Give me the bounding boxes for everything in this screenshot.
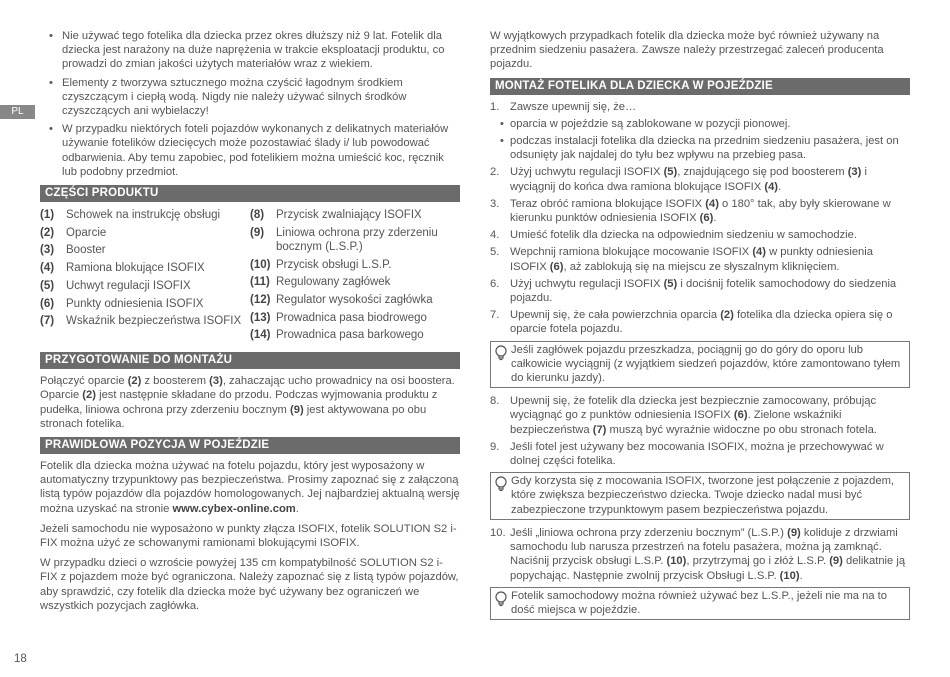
part-number: (7) xyxy=(40,315,55,328)
mounting-steps xyxy=(490,526,910,583)
preparation-text: Połączyć oparcie (2) z boosterem (3), zahaczając ucho prowadnicy na osi boostera. Oparcie (2) jest następnie składane do przodu. Podczas wyjmowania produktu z pudełka, liniowa ochrona przy zderzeniu bocznym (9) jest aktywowana po obu stronach fotelika. xyxy=(40,375,455,430)
position-paragraph-1: Fotelik dla dziecka można używać na fotelu pojazdu, który jest wyposażony w automatyczny trzypunktowy pas bezpieczeństwa. Prosimy zapoznać się z załączoną listą typów pojazdów dla pojazdów homologowanych. Jej najbardziej aktualną wersję można uzyskać na stronie www.cybex-online.com. xyxy=(40,459,460,515)
language-tab: PL xyxy=(0,105,35,119)
lightbulb-icon xyxy=(494,591,508,607)
position-heading: PRAWIDŁOWA POZYCJA W POJEŹDZIE xyxy=(40,437,460,454)
part-item xyxy=(250,258,460,272)
tip-box xyxy=(490,587,910,620)
lightbulb-icon xyxy=(494,476,508,492)
step-item: 3. Teraz obróć ramiona blokujące ISOFIX (4) o 180° tak, aby były skierowane w kierunku punktów odniesienia ISOFIX (6). xyxy=(490,197,891,225)
part-label: Regulator wysokości zagłówka xyxy=(276,294,433,307)
part-label: Oparcie xyxy=(66,226,107,239)
bullet-item: • W przypadku niektórych foteli pojazdów wykonanych z delikatnych materiałów używanie fotelików dziecięcych może pozostawiać ślady i/ lub powodować odbarwienia. Aby temu zapobiec, pod fotelikiem można umieścić koc, ręcznik lub podobny przedmiot. xyxy=(40,122,460,179)
part-item xyxy=(40,243,250,257)
part-number: (6) xyxy=(40,297,55,310)
care-bullets xyxy=(40,29,460,179)
part-item xyxy=(40,261,250,275)
parts-column-2 xyxy=(250,208,460,346)
mounting-steps xyxy=(490,165,910,336)
part-label: Prowadnica pasa biodrowego xyxy=(276,311,427,324)
tip-text: Fotelik samochodowy można również używać bez L.S.P., jeżeli nie ma na to dość miejsca w pojeździe. xyxy=(511,589,887,616)
bullet-item: • Nie używać tego fotelika dla dziecka przez okres dłuższy niż 9 lat. Fotelik dla dziecka jest narażony na duże naprężenia w trakcie eksploatacji produktu, co prowadzi do zmian jakości użytych materiałów wraz z wiekiem. xyxy=(40,29,460,72)
part-number: (12) xyxy=(250,294,271,307)
bullet-item: • Elementy z tworzywa sztucznego można czyścić łagodnym środkiem czyszczącym i ciepłą wodą. Nigdy nie należy używać silnych środków czyszczących ani wybielaczy! xyxy=(40,76,460,119)
parts-list xyxy=(40,208,460,346)
tip-text: Gdy korzysta się z mocowania ISOFIX, tworzone jest połączenie z pojazdem, które zwiększa bezpieczeństwo dziecka. Twoje dziecko nadal musi być zabezpieczone trzypunktowym pasem bezpieczeństwa pojazdu. xyxy=(511,475,895,516)
part-label: Booster xyxy=(66,244,106,257)
mounting-steps xyxy=(490,394,910,468)
step-item: 8. Upewnij się, że fotelik dla dziecka jest bezpiecznie zamocowany, próbując wyciągnąć go z punktów odniesienia ISOFIX (6). Zielone wskaźniki bezpieczeństwa (7) muszą być wyraźnie widoczne po obu stronach fotela. xyxy=(490,395,877,436)
mounting-steps xyxy=(490,100,910,114)
part-number: (10) xyxy=(250,258,271,271)
part-label: Prowadnica pasa barkowego xyxy=(276,329,424,342)
sub-bullet: • podczas instalacji fotelika dla dziecka na przednim siedzeniu pasażera, jest on odsunięty jak najdalej do tyłu bez wpływu na przebieg pasa. xyxy=(490,134,910,162)
step-item: 5. Wepchnij ramiona blokujące mocowanie ISOFIX (4) w punkty odniesienia ISOFIX (6), aż zablokują się na miejscu ze słyszalnym kliknięciem. xyxy=(490,246,873,273)
position-paragraph-2: Jeżeli samochodu nie wyposażono w punkty złącza ISOFIX, fotelik SOLUTION S2 i-FIX można użyć ze schowanymi ramionami blokującymi ISOFIX. xyxy=(40,522,457,549)
part-item xyxy=(250,311,460,325)
part-label: Ramiona blokujące ISOFIX xyxy=(66,262,205,275)
part-number: (3) xyxy=(40,244,55,257)
part-label: Punkty odniesienia ISOFIX xyxy=(66,297,204,310)
part-item xyxy=(40,226,250,240)
parts-heading: CZĘŚCI PRODUKTU xyxy=(40,185,460,202)
part-number: (9) xyxy=(250,226,265,239)
part-item xyxy=(250,328,460,342)
part-item xyxy=(40,208,250,222)
part-item xyxy=(40,297,250,311)
part-number: (8) xyxy=(250,209,265,222)
part-label: Wskaźnik bezpieczeństwa ISOFIX xyxy=(66,315,242,328)
position-paragraph-3: W przypadku dzieci o wzroście powyżej 135 cm kompatybilność SOLUTION S2 i-FIX z pojazdem może być ograniczona. Należy zapoznać się z listą typów pojazdów, aby sprawdzić, czy fotelik dla dziecka może być używany bez ograniczeń we wszystkich pozycjach zagłówka. xyxy=(40,557,459,612)
part-number: (4) xyxy=(40,262,55,275)
step-item: 6. Użyj uchwytu regulacji ISOFIX (5) i dociśnij fotelik samochodowy do siedzenia pojazdu. xyxy=(490,277,897,305)
parts-column-1 xyxy=(40,208,250,346)
part-item xyxy=(250,275,460,289)
part-label: Przycisk obsługi L.S.P. xyxy=(276,258,392,271)
lightbulb-icon xyxy=(494,345,508,361)
sub-bullet: • oparcia w pojeździe są zablokowane w pozycji pionowej. xyxy=(490,117,910,131)
right-column xyxy=(490,0,910,626)
intro-text: W wyjątkowych przypadkach fotelik dla dziecka może być również używany na przednim siedzeniu pasażera. Zawsze należy przestrzegać zaleceń producenta pojazdu. xyxy=(490,30,884,71)
part-number: (14) xyxy=(250,329,271,342)
part-number: (5) xyxy=(40,279,55,292)
part-item xyxy=(40,314,250,328)
part-label: Przycisk zwalniający ISOFIX xyxy=(276,209,422,222)
part-label: Uchwyt regulacji ISOFIX xyxy=(66,279,191,292)
website-link[interactable]: www.cybex-online.com xyxy=(172,502,296,515)
step-item: 9. Jeśli fotel jest używany bez mocowania ISOFIX, można je przechowywać w dolnej części fotelika. xyxy=(490,440,884,468)
part-number: (13) xyxy=(250,311,271,324)
tip-text: Jeśli zagłówek pojazdu przeszkadza, pociągnij go do góry do oporu lub całkowicie wyciągnij (z wyjątkiem siedzeń pojazdów, które zamontowano tyłem do kierunku jazdy). xyxy=(511,343,901,385)
step-item: 4. Umieść fotelik dla dziecka na odpowiednim siedzeniu w samochodzie. xyxy=(490,229,857,242)
part-item xyxy=(40,279,250,293)
part-label: Schowek na instrukcję obsługi xyxy=(66,209,221,222)
tip-box xyxy=(490,472,910,520)
part-number: (11) xyxy=(250,276,270,289)
tip-box xyxy=(490,341,910,389)
part-number: (2) xyxy=(40,226,55,239)
part-label: Liniowa ochrona przy zderzeniu bocznym (L.S.P.) xyxy=(276,226,438,253)
page-number: 18 xyxy=(14,653,27,665)
part-item xyxy=(250,208,460,222)
part-item xyxy=(250,226,460,254)
step-item: 10. Jeśli „liniowa ochrona przy zderzeniu bocznym” (L.S.P.) (9) koliduje z drzwiami samochodu lub narusza przestrzeń na fotelu pasażera, można ją zamknąć. Naciśnij przycisk obsługi L.S.P. (10), przytrzymaj go i złóż L.S.P. (9) delikatnie ją popychając. Następnie zwolnij przycisk Obsługi L.S.P. (10). xyxy=(490,526,906,582)
part-number: (1) xyxy=(40,209,55,222)
left-column xyxy=(40,0,460,619)
step-item: 2. Użyj uchwytu regulacji ISOFIX (5), znajdującego się pod boosterem (3) i wyciągnij do końca dwa ramiona blokujące ISOFIX (4). xyxy=(490,166,867,193)
step-item: 1. Zawsze upewnij się, że… xyxy=(490,100,637,113)
mounting-heading: MONTAŻ FOTELIKA DLA DZIECKA W POJEŹDZIE xyxy=(490,78,910,95)
step-item: 7. Upewnij się, że cała powierzchnia oparcia (2) fotelika dla dziecka opiera się o oparcie fotela pojazdu. xyxy=(490,309,893,336)
part-label: Regulowany zagłówek xyxy=(276,276,391,289)
preparation-heading: PRZYGOTOWANIE DO MONTAŻU xyxy=(40,352,460,369)
part-item xyxy=(250,293,460,307)
